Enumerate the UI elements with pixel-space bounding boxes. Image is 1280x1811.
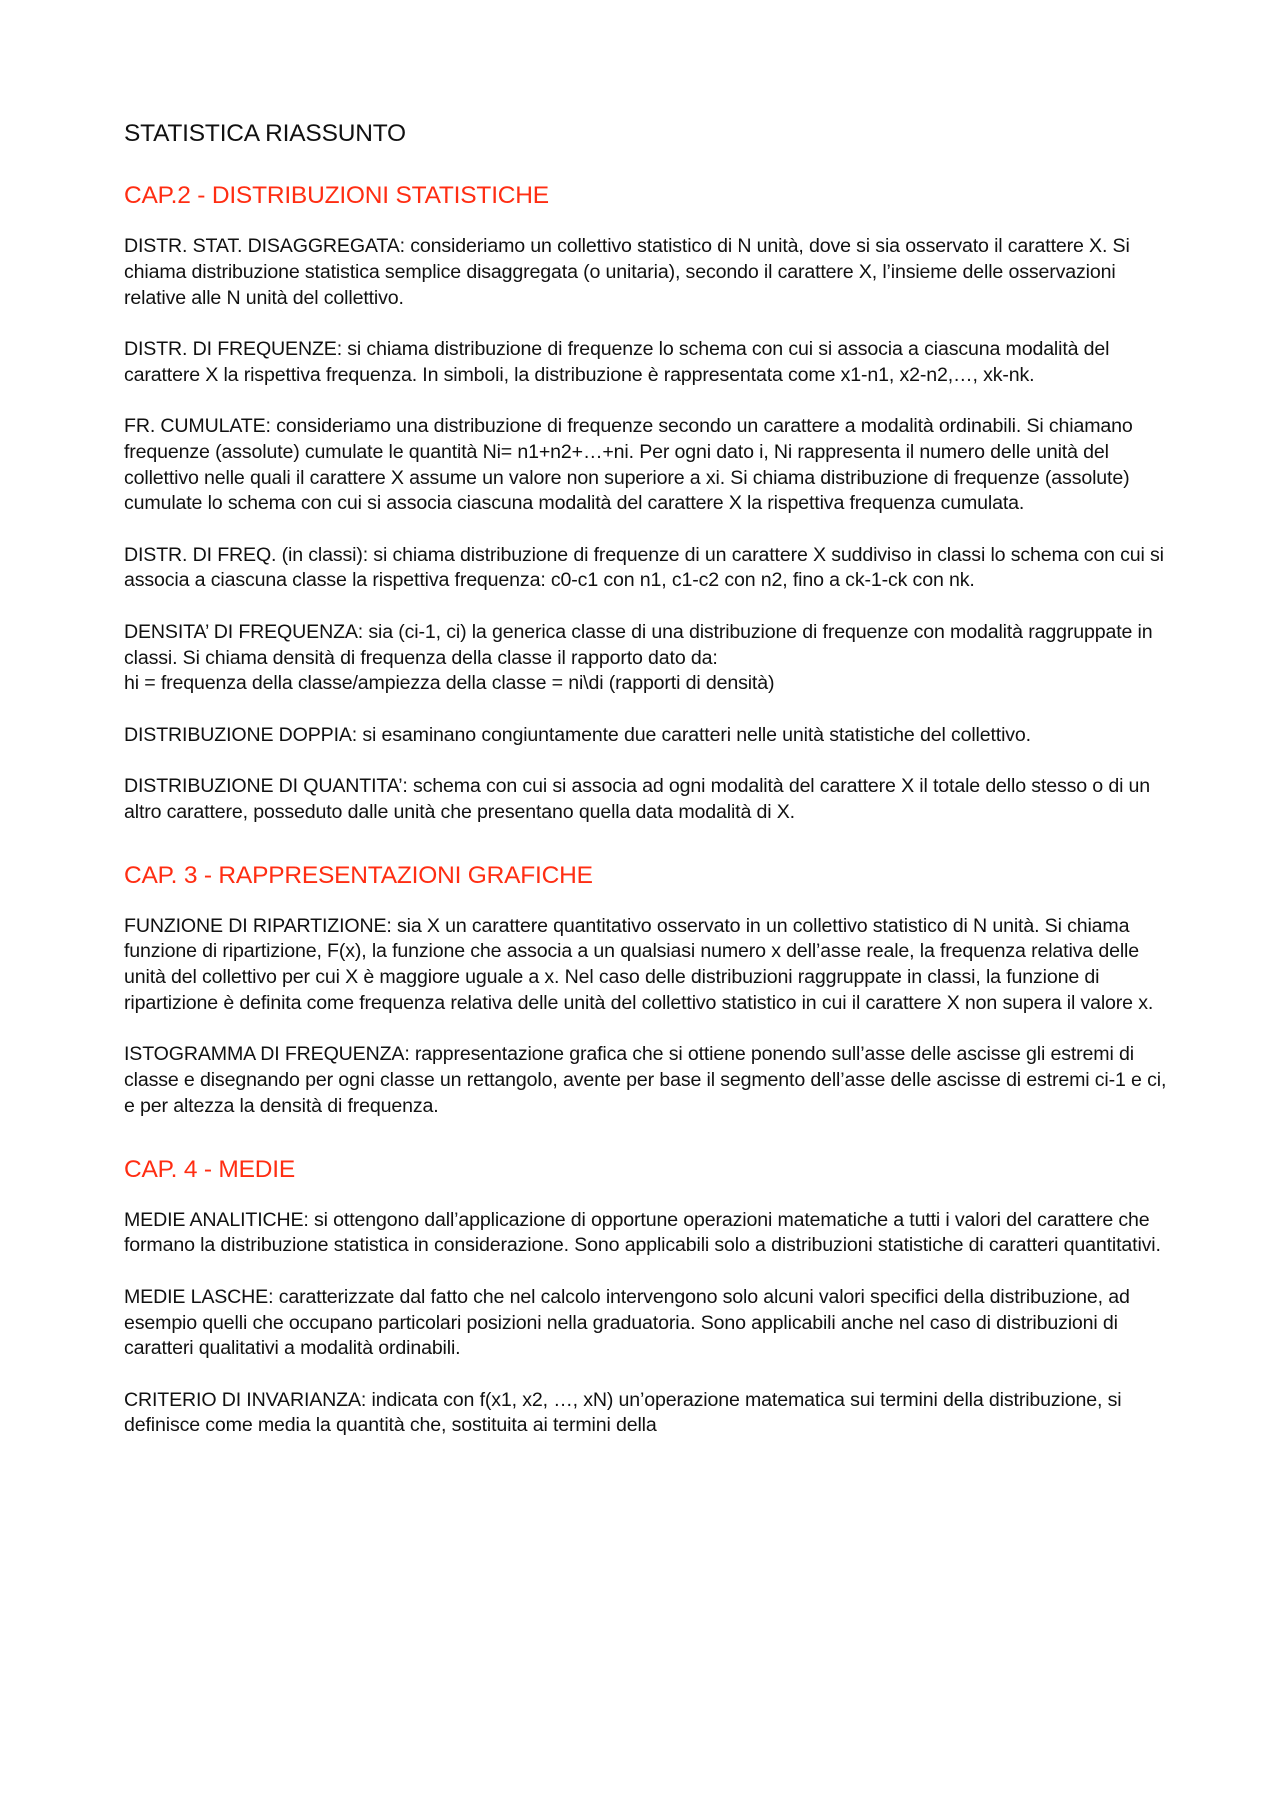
paragraph-funzione-di-ripartizione: FUNZIONE DI RIPARTIZIONE: sia X un carattere quantitativo osservato in un collettivo statistico di N unità. Si chiama funzione di ripartizione, F(x), la funzione che associa a un qualsiasi numero x dell’asse reale, la frequenza relativa delle unità del collettivo per cui X è maggiore uguale a x. Nel caso delle distribuzioni raggruppate in classi, la funzione di ripartizione è definita come frequenza relativa delle unità del collettivo statistico in cui il carattere X non supera il valore x. xyxy=(124,914,1154,1014)
paragraph-criterio-di-invarianza: CRITERIO DI INVARIANZA: indicata con f(x1, x2, …, xN) un’operazione matematica sui termini della distribuzione, si definisce come media la quantità che, sostituita ai termini della xyxy=(124,1388,1122,1437)
chapter-title: CAP.2 - DISTRIBUZIONI STATISTICHE xyxy=(124,182,549,209)
chapter-3 xyxy=(124,860,1169,1120)
chapter-4 xyxy=(124,1154,1169,1440)
paragraph-distribuzione-di-quantita: DISTRIBUZIONE DI QUANTITA’: schema con cui si associa ad ogni modalità del carattere X il totale dello stesso o di un altro carattere, posseduto dalle unità che presentano quella data modalità di X. xyxy=(124,774,1151,823)
paragraph-fr-cumulate: FR. CUMULATE: consideriamo una distribuzione di frequenze secondo un carattere a modalità ordinabili. Si chiamano frequenze (assolute) cumulate le quantità Ni= n1+n2+…+ni. Per ogni dato i, Ni rappresenta il numero delle unità del collettivo nelle quali il carattere X assume un valore non superiore a xi. Si chiama distribuzione di frequenze (assolute) cumulate lo schema con cui si associa ciascuna modalità del carattere X la rispettiva frequenza cumulata. xyxy=(124,414,1133,515)
paragraph-distr-stat-disaggregata: DISTR. STAT. DISAGGREGATA: consideriamo un collettivo statistico di N unità, dove si sia osservato il carattere X. Si chiama distribuzione statistica semplice disaggregata (o unitaria), secondo il carattere X, l’insieme delle osservazioni relative alle N unità del collettivo. xyxy=(124,235,1130,309)
paragraph-densita-di-frequenza xyxy=(124,620,1169,697)
densita-definition: DENSITA’ DI FREQUENZA: sia (ci-1, ci) la generica classe di una distribuzione di frequenze con modalità raggruppate in classi. Si chiama densità di frequenza della classe il rapporto dato da: xyxy=(124,620,1153,669)
paragraph-medie-lasche: MEDIE LASCHE: caratterizzate dal fatto che nel calcolo intervengono solo alcuni valori specifici della distribuzione, ad esempio quelli che occupano particolari posizioni nella graduatoria. Sono applicabili anche nel caso di distribuzioni di caratteri qualitativi a modalità ordinabili. xyxy=(124,1285,1130,1360)
paragraph-distribuzione-doppia: DISTRIBUZIONE DOPPIA: si esaminano congiuntamente due caratteri nelle unità statistiche del collettivo. xyxy=(124,723,1031,746)
chapter-2 xyxy=(124,180,1169,826)
paragraph-distr-di-frequenze: DISTR. DI FREQUENZE: si chiama distribuzione di frequenze lo schema con cui si associa a ciascuna modalità del carattere X la rispettiva frequenza. In simboli, la distribuzione è rappresentata come x1-n1, x2-n2,…, xk-nk. xyxy=(124,337,1110,386)
document-title: STATISTICA RIASSUNTO xyxy=(124,120,406,147)
densita-formula: hi = frequenza della classe/ampiezza della classe = ni\di (rapporti di densità) xyxy=(124,672,775,695)
paragraph-medie-analitiche: MEDIE ANALITICHE: si ottengono dall’applicazione di opportune operazioni matematiche a tutti i valori del carattere che formano la distribuzione statistica in considerazione. Sono applicabili solo a distribuzioni statistiche di caratteri quantitativi. xyxy=(124,1208,1161,1257)
document-page xyxy=(124,118,1169,1465)
paragraph-istogramma-di-frequenza: ISTOGRAMMA DI FREQUENZA: rappresentazione grafica che si ottiene ponendo sull’asse delle ascisse gli estremi di classe e disegnando per ogni classe un rettangolo, avente per base il segmento dell’asse delle ascisse di estremi ci-1 e ci, e per altezza la densità di frequenza. xyxy=(124,1043,1167,1117)
chapter-title: CAP. 3 - RAPPRESENTAZIONI GRAFICHE xyxy=(124,861,593,889)
paragraph-distr-di-freq-classi: DISTR. DI FREQ. (in classi): si chiama distribuzione di frequenze di un carattere X suddiviso in classi lo schema con cui si associa a ciascuna classe la rispettiva frequenza: c0-c1 con n1, c1-c2 con n2, fino a ck-1-ck con nk. xyxy=(124,543,1164,592)
chapter-title: CAP. 4 - MEDIE xyxy=(124,1155,296,1183)
